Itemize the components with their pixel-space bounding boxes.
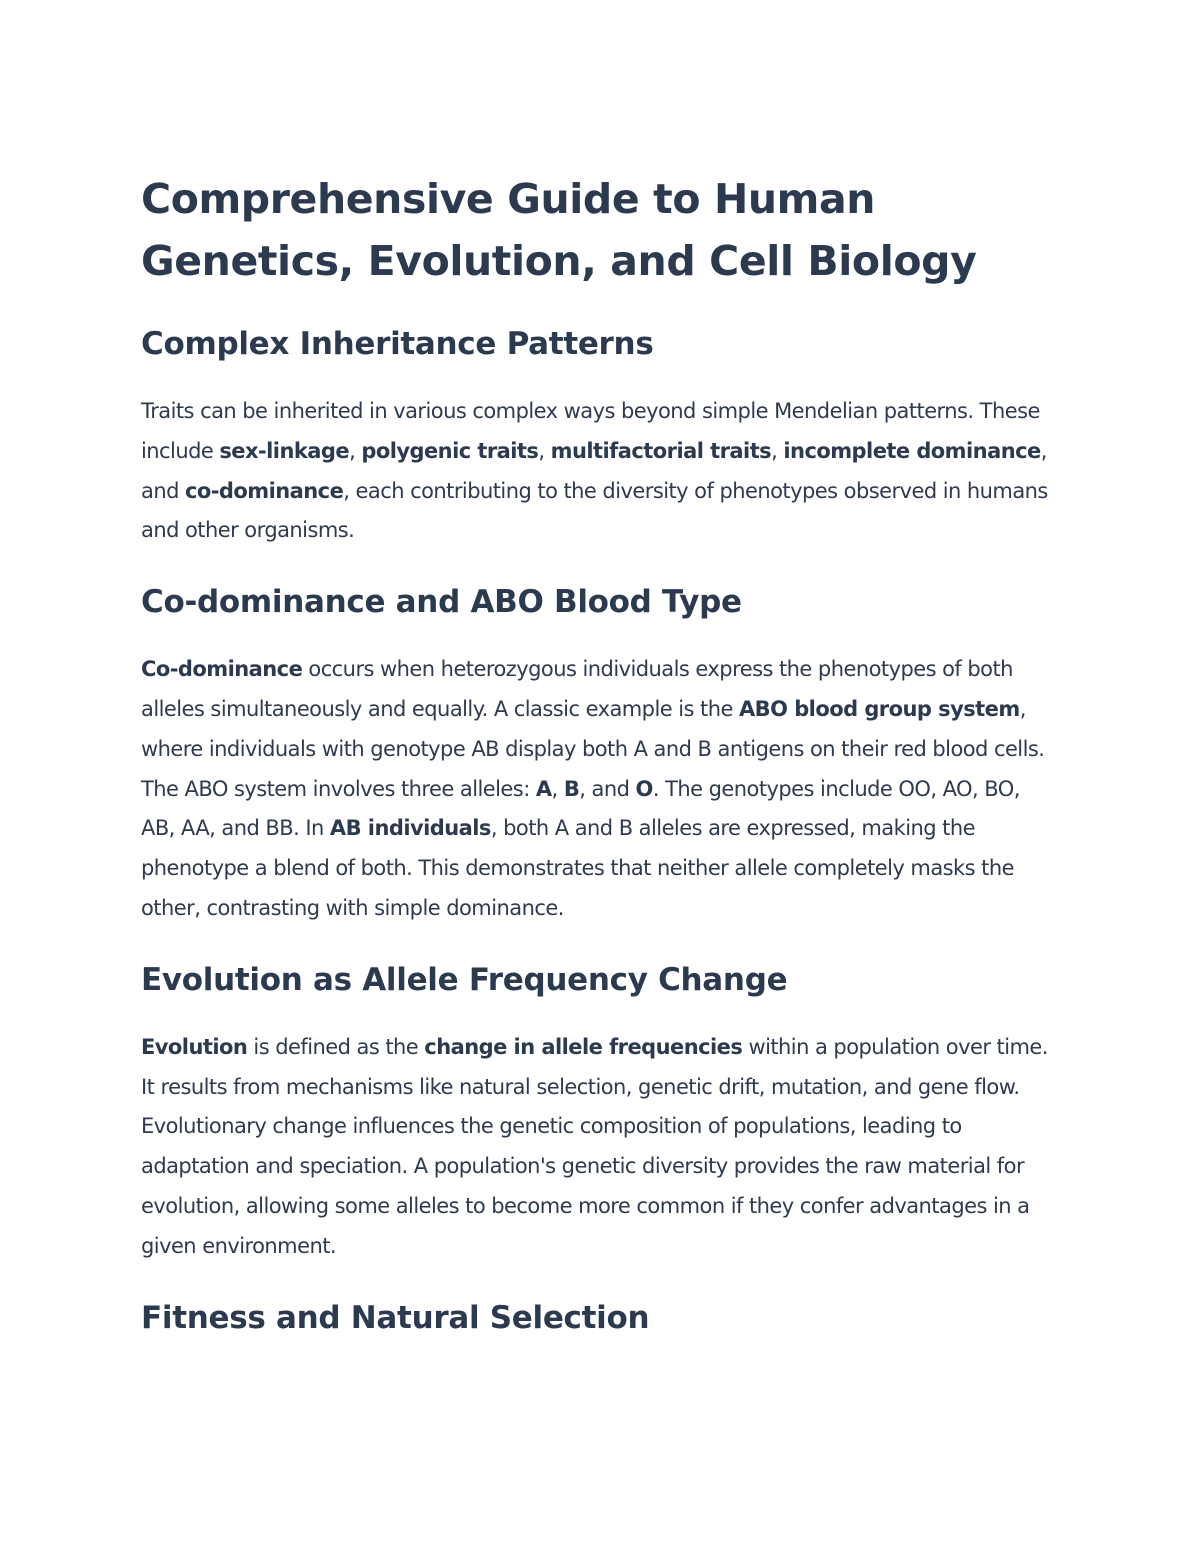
bold-term: ABO blood group system [738,696,1020,721]
section-paragraph [141,650,1056,929]
bold-term: co-dominance [184,478,344,503]
bold-term: Co-dominance [141,657,303,682]
bold-term: multifactorial traits [550,438,772,463]
section-heading: Co-dominance and ABO Blood Type [141,584,742,621]
text-run: , where individuals with genotype AB display both A and B antigens on their red blood cells. The ABO system involves three alleles: [141,696,1045,801]
text-run: , both A and B alleles are expressed, making the phenotype a blend of both. This demonstrates that neither allele completely masks the other, contrasting with simple dominance. [141,816,1014,920]
text-run: , [771,438,784,463]
text-run: , and [141,438,1047,503]
text-run: within a population over time. It results from mechanisms like natural selection, genetic drift, mutation, and gene flow. Evolutionary change influences the genetic composition of populations, leading to adaptation and speciation. A population's genetic diversity provides the raw material for evolution, allowing some alleles to become more common if they confer advantages in a given environment. [141,1034,1048,1258]
section-heading: Complex Inheritance Patterns [141,326,654,362]
bold-term: B [563,776,580,801]
bold-term: A [535,776,552,801]
text-run: , [551,776,564,801]
text-run: , and [579,776,636,801]
text-run: , [538,438,551,463]
section-heading: Fitness and Natural Selection [141,1299,650,1336]
section-evolution-allele-frequency [141,960,1056,1267]
section-paragraph [141,1028,1056,1267]
section-complex-inheritance [141,324,1056,551]
section-paragraph [141,392,1056,551]
text-run: , [349,438,362,463]
bold-term: AB individuals [329,816,491,841]
section-heading: Evolution as Allele Frequency Change [141,961,788,998]
section-fitness-natural-selection [141,1298,1056,1338]
bold-term: O [635,776,653,801]
text-run: occurs when heterozygous individuals express the phenotypes of both alleles simultaneously and equally. A classic example is the [141,657,1013,721]
bold-term: incomplete dominance [783,438,1041,463]
section-codominance-abo [141,582,1056,929]
bold-term: sex-linkage [219,438,350,463]
text-run: , each contributing to the diversity of phenotypes observed in humans and other organisms. [141,478,1048,543]
text-run: is defined as the [247,1034,425,1059]
document-page [141,0,1056,1338]
bold-term: Evolution [141,1034,248,1059]
text-run: . The genotypes include OO, AO, BO, AB, AA, and BB. In [141,776,1020,841]
bold-term: change in allele frequencies [424,1034,743,1059]
text-run: Traits can be inherited in various complex ways beyond simple Mendelian patterns. These include [141,399,1040,463]
bold-term: polygenic traits [361,438,539,463]
document-title: Comprehensive Guide to Human Genetics, Evolution, and Cell Biology [141,175,977,285]
